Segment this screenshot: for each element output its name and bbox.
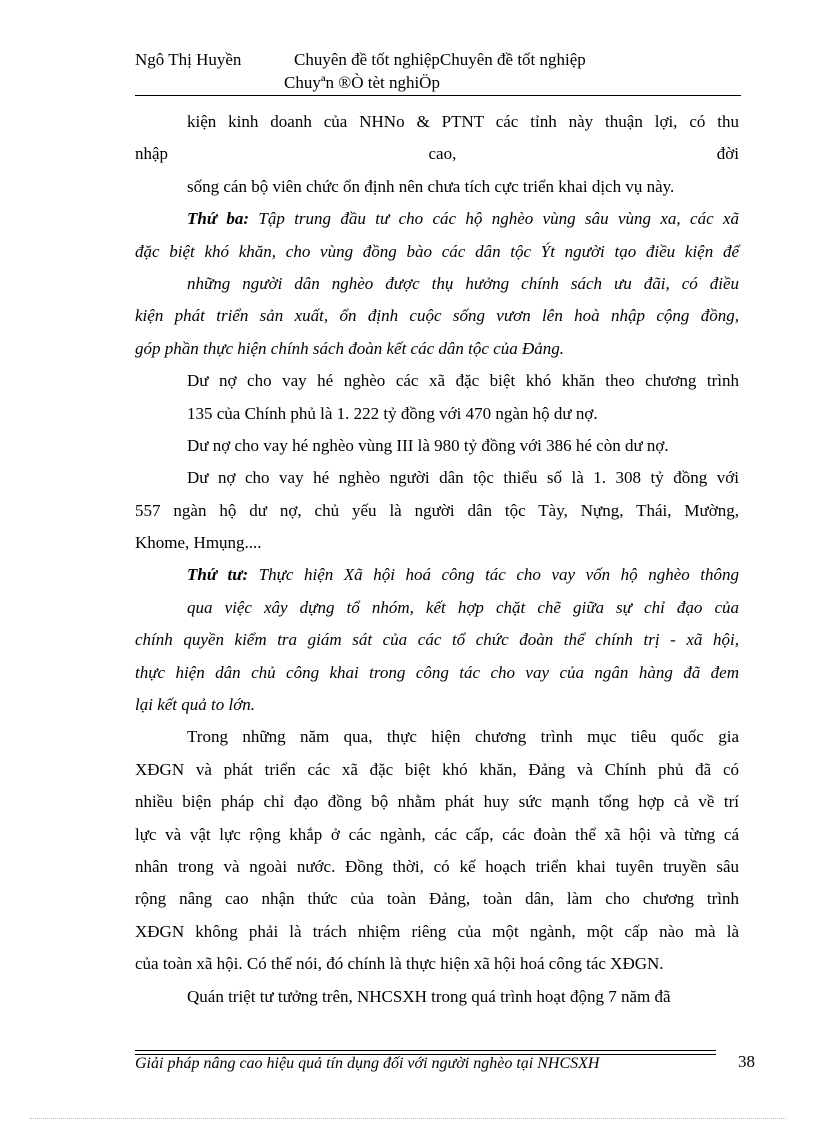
section-label: Thứ ba: <box>187 209 250 229</box>
page-number: 38 <box>738 1052 755 1071</box>
text-line: kiện phát triển sản xuất, ổn định cuộc sống vươn lên hoà nhập cộng đồng, <box>135 306 739 326</box>
text-line: Quán triệt tư tưởng trên, NHCSXH trong quá trình hoạt động 7 năm đã <box>187 986 671 1006</box>
body-text <box>135 106 739 1013</box>
text-line: nhiều biện pháp chỉ đạo đồng bộ nhằm phát huy sức mạnh tổng hợp cả về trí <box>135 792 739 812</box>
text-span: Thực hiện Xã hội hoá công tác cho vay vốn hộ nghèo thông <box>248 565 740 585</box>
header-title-garbled: Chuyªn ®Ò tèt nghiÖp <box>284 73 440 92</box>
text-line: lực và vật lực rộng khắp ở các ngành, các cấp, các đoàn thể xã hội và từng cá <box>135 824 739 844</box>
text-line: 557 ngàn hộ dư nợ, chủ yếu là người dân tộc Tày, Nựng, Thái, Mường, <box>135 500 739 520</box>
page-edge-dotted-line <box>30 1118 786 1119</box>
text-line: rộng nâng cao nhận thức của toàn Đảng, toàn dân, làm cho chương trình <box>135 889 739 909</box>
text-word: đời <box>716 144 740 164</box>
text-line: qua việc xây dựng tổ nhóm, kết hợp chặt chẽ giữa sự chỉ đạo của <box>187 597 739 617</box>
text-line: chính quyền kiểm tra giám sát của các tổ chức đoàn thể chính trị - xã hội, <box>135 630 739 650</box>
text-line: XĐGN và phát triển các xã đặc biệt khó khăn, Đảng và Chính phủ đã có <box>135 759 739 779</box>
text-line: Dư nợ cho vay hé nghèo vùng III là 980 tỷ đồng với 386 hé còn dư nợ. <box>187 435 669 455</box>
text-line: 135 của Chính phủ là 1. 222 tỷ đồng với 470 ngàn hộ dư nợ. <box>187 403 598 423</box>
text-line: sống cán bộ viên chức ổn định nên chưa tích cực triển khai dịch vụ này. <box>187 176 675 196</box>
text-line: kiện kinh doanh của NHNo & PTNT các tỉnh này thuận lợi, có thu <box>187 112 739 131</box>
text-line <box>135 138 739 170</box>
footer-rule-thick <box>135 1050 716 1051</box>
header-title: Chuyên đề tốt nghiệpChuyên đề tốt nghiệp <box>294 50 586 69</box>
text-line: nhân trong và ngoài nước. Đồng thời, có kế hoạch triển khai tuyên truyền sâu <box>135 856 739 876</box>
text-line: Khome, Hmụng.... <box>135 533 262 553</box>
text-line <box>135 203 739 235</box>
text-line: Dư nợ cho vay hé nghèo người dân tộc thiểu số là 1. 308 tỷ đồng với <box>187 468 739 488</box>
footer-title: Giải pháp nâng cao hiệu quả tín dụng đối với người nghèo tại NHCSXH <box>135 1055 600 1072</box>
text-line: thực hiện dân chủ công khai trong công tác cho vay của ngân hàng đã đem <box>135 662 739 682</box>
text-word: nhập <box>135 144 169 164</box>
text-line: Dư nợ cho vay hé nghèo các xã đặc biệt khó khăn theo chương trình <box>187 371 739 391</box>
text-line: của toàn xã hội. Có thể nói, đó chính là thực hiện xã hội hoá công tác XĐGN. <box>135 954 664 974</box>
header-author: Ngô Thị Huyền <box>135 50 242 69</box>
text-line: lại kết quả to lớn. <box>135 695 256 715</box>
text-line: đặc biệt khó khăn, cho vùng đồng bào các dân tộc Ýt người tạo điều kiện để <box>135 241 739 261</box>
section-label: Thứ tư: <box>187 565 249 585</box>
text-line <box>135 559 739 591</box>
header-rule <box>135 95 741 96</box>
text-line: góp phần thực hiện chính sách đoàn kết các dân tộc của Đảng. <box>135 338 564 358</box>
text-line: những người dân nghèo được thụ hưởng chính sách ưu đãi, có điều <box>187 273 739 293</box>
text-line: Trong những năm qua, thực hiện chương trình mục tiêu quốc gia <box>187 727 739 747</box>
text-span: Tập trung đầu tư cho các hộ nghèo vùng sâu vùng xa, các xã <box>249 209 740 229</box>
text-line: XĐGN không phải là trách nhiệm riêng của một ngành, một cấp nào mà là <box>135 921 739 941</box>
text-word: cao, <box>428 144 457 164</box>
